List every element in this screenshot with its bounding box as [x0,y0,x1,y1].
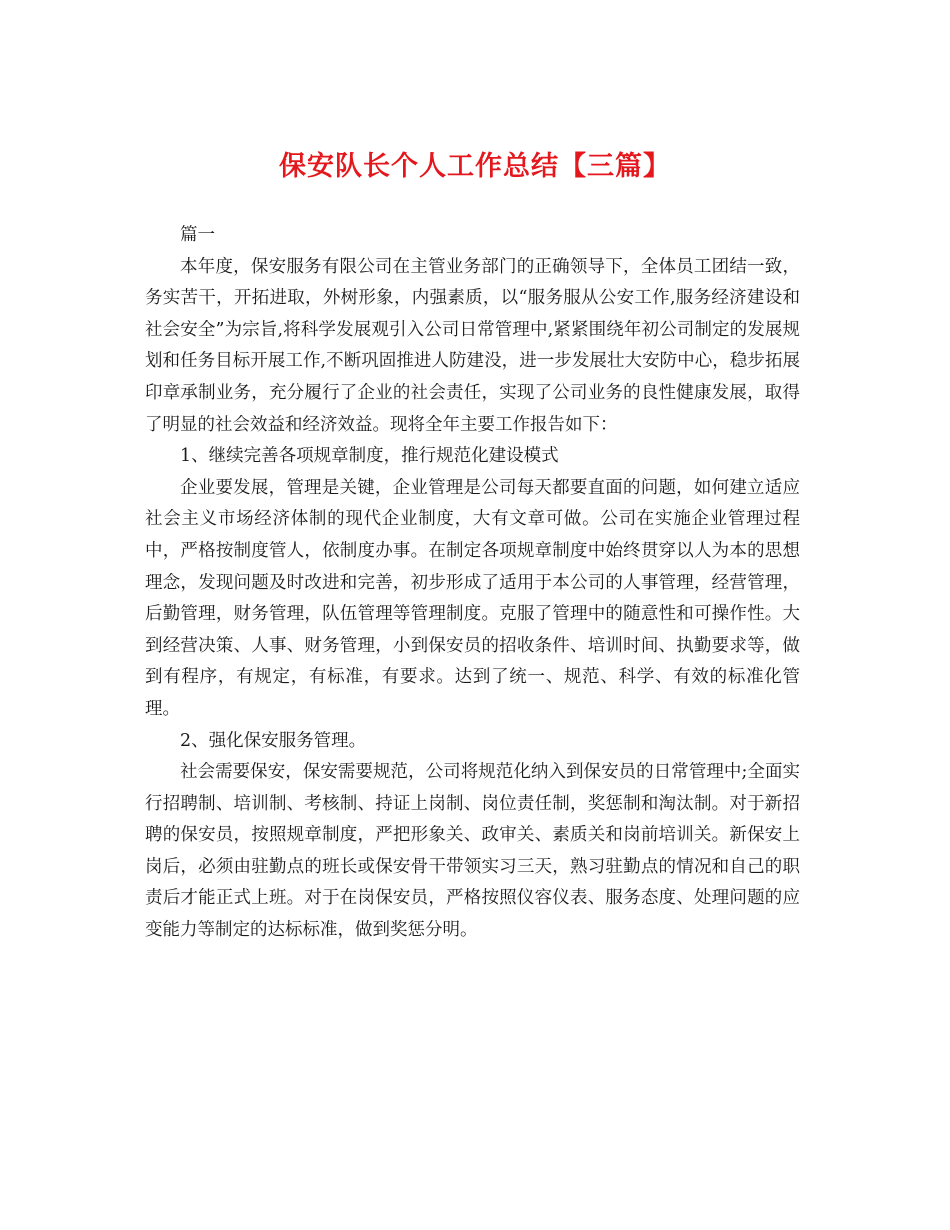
section-heading: 篇一 [180,225,215,245]
document-title: 保安队长个人工作总结【三篇】 [279,151,671,182]
body-paragraph: 社会需要保安，保安需要规范，公司将规范化纳入到保安员的日常管理中;全面实行招聘制、培训制、考核制、持证上岗制、岗位责任制，奖惩制和淘汰制。对于新招聘的保安员，按照规章制度，严把形象关、政审关、素质关和岗前培训关。新保安上岗后，必须由驻勤点的班长或保安骨干带领实习三天，熟习驻勤点的情况和自己的职责后才能正式上班。对于在岗保安员，严格按照仪容仪表、服务态度、处理问题的应变能力等制定的达标标准，做到奖惩分明。 [145,762,800,941]
section-heading: 2、强化保安服务管理。 [180,730,367,751]
body-paragraph: 本年度，保安服务有限公司在主管业务部门的正确领导下，全体员工团结一致，务实苦干，开拓进取，外树形象，内强素质，以“服务服从公安工作,服务经济建设和社会安全”为宗旨,将科学发展观引入公司日常管理中,紧紧围绕年初公司制定的发展规划和任务目标开展工作,不断巩固推进人防建没，进一步发展壮大安防中心，稳步拓展印章承制业务，充分履行了企业的社会责任，实现了公司业务的良性健康发展，取得了明显的社会效益和经济效益。现将全年主要工作报告如下： [145,256,800,435]
section-heading: 1、继续完善各项规章制度，推行规范化建设模式 [180,446,559,467]
document-body [145,220,800,947]
body-paragraph: 企业要发展，管理是关键，企业管理是公司每天都要直面的问题，如何建立适应社会主义市场经济体制的现代企业制度，大有文章可做。公司在实施企业管理过程中，严格按制度管人，依制度办事。在制定各项规章制度中始终贯穿以人为本的思想理念，发现问题及时改进和完善，初步形成了适用于本公司的人事管理，经营管理，后勤管理，财务管理，队伍管理等管理制度。克服了管理中的随意性和可操作性。大到经营决策、人事、财务管理，小到保安员的招收条件、培训时间、执勤要求等，做到有程序，有规定，有标准，有要求。达到了统一、规范、科学、有效的标准化管理。 [145,477,800,719]
